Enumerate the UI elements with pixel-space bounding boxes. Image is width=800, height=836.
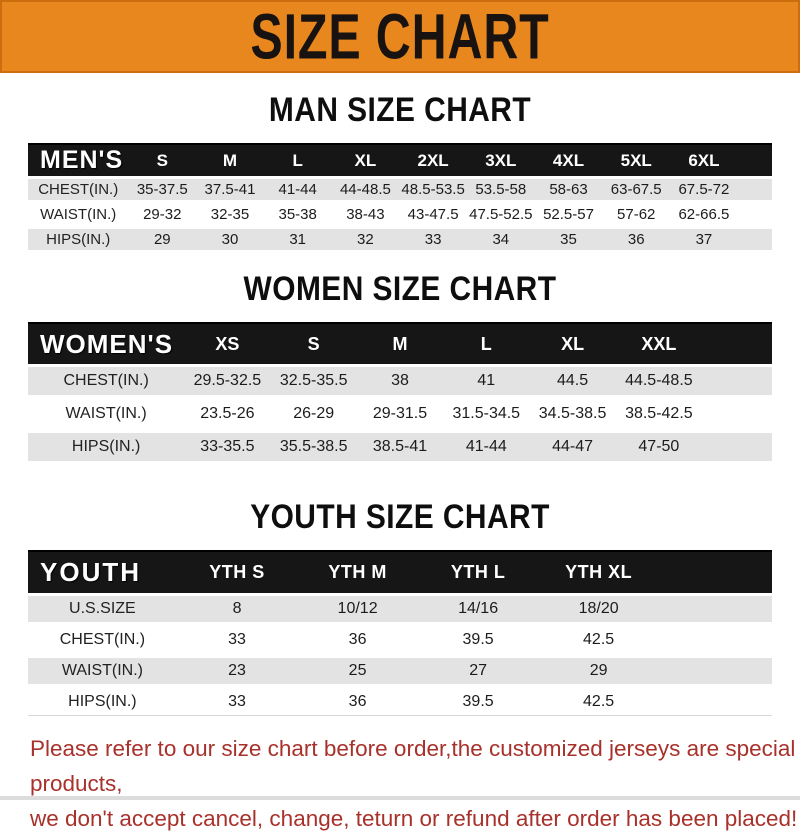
- size-value-cell: 33: [177, 687, 298, 716]
- size-value-cell: 41-44: [264, 178, 332, 203]
- size-value-cell: 32.5-35.5: [271, 366, 357, 398]
- filler-cell: [702, 366, 772, 398]
- size-section-men: [0, 91, 800, 254]
- size-value-cell: 52.5-57: [535, 202, 603, 227]
- column-header: XXL: [616, 323, 702, 366]
- size-value-cell: 23.5-26: [184, 398, 270, 431]
- size-value-cell: 33: [399, 227, 467, 252]
- size-chart-banner: [0, 0, 800, 73]
- column-header: YTH S: [177, 551, 298, 595]
- size-value-cell: 36: [602, 227, 670, 252]
- size-value-cell: 35-38: [264, 202, 332, 227]
- table-row: [28, 366, 772, 398]
- table-title-cell: YOUTH: [28, 551, 177, 595]
- footer-note-line2: we don't accept cancel, change, teturn or refund after order has been placed!: [30, 806, 798, 831]
- column-header: S: [128, 144, 196, 178]
- size-value-cell: 8: [177, 595, 298, 625]
- filler-cell: [659, 656, 772, 687]
- table-title-cell: MEN'S: [28, 144, 128, 178]
- size-table-youth: [28, 550, 772, 716]
- table-row: [28, 656, 772, 687]
- size-value-cell: 29.5-32.5: [184, 366, 270, 398]
- size-value-cell: 38.5-42.5: [616, 398, 702, 431]
- size-value-cell: 33-35.5: [184, 431, 270, 464]
- section-heading-women: WOMEN SIZE CHART: [243, 270, 557, 308]
- table-row: [28, 178, 772, 203]
- table-title-cell: WOMEN'S: [28, 323, 184, 366]
- section-heading-men: MAN SIZE CHART: [268, 91, 532, 129]
- size-value-cell: 25: [297, 656, 418, 687]
- filler-cell: [738, 144, 772, 178]
- table-row: [28, 398, 772, 431]
- filler-cell: [738, 178, 772, 203]
- row-label: WAIST(IN.): [28, 202, 128, 227]
- size-value-cell: 29: [538, 656, 659, 687]
- size-value-cell: 27: [418, 656, 539, 687]
- filler-cell: [702, 323, 772, 366]
- size-value-cell: 29-32: [128, 202, 196, 227]
- column-header: L: [443, 323, 529, 366]
- table-row: [28, 431, 772, 464]
- column-header: 4XL: [535, 144, 603, 178]
- size-value-cell: 53.5-58: [467, 178, 535, 203]
- size-value-cell: 37.5-41: [196, 178, 264, 203]
- table-row: [28, 687, 772, 716]
- row-label: HIPS(IN.): [28, 687, 177, 716]
- size-value-cell: 62-66.5: [670, 202, 738, 227]
- section-heading-youth: YOUTH SIZE CHART: [250, 498, 550, 536]
- filler-cell: [702, 398, 772, 431]
- size-value-cell: 34: [467, 227, 535, 252]
- size-value-cell: 42.5: [538, 625, 659, 656]
- size-value-cell: 29: [128, 227, 196, 252]
- row-label: HIPS(IN.): [28, 431, 184, 464]
- filler-cell: [738, 227, 772, 252]
- row-label: CHEST(IN.): [28, 625, 177, 656]
- footer-note-line1: Please refer to our size chart before order,the customized jerseys are special products,: [30, 736, 796, 796]
- size-value-cell: 36: [297, 687, 418, 716]
- size-value-cell: 18/20: [538, 595, 659, 625]
- table-header-row: [28, 323, 772, 366]
- row-label: WAIST(IN.): [28, 656, 177, 687]
- size-value-cell: 38.5-41: [357, 431, 443, 464]
- row-label: CHEST(IN.): [28, 366, 184, 398]
- table-row: [28, 595, 772, 625]
- size-value-cell: 44.5: [529, 366, 615, 398]
- size-value-cell: 47.5-52.5: [467, 202, 535, 227]
- filler-cell: [659, 625, 772, 656]
- size-value-cell: 42.5: [538, 687, 659, 716]
- size-value-cell: 44-48.5: [332, 178, 400, 203]
- size-value-cell: 35: [535, 227, 603, 252]
- image-bottom-edge: [0, 796, 800, 800]
- size-value-cell: 43-47.5: [399, 202, 467, 227]
- column-header: XL: [529, 323, 615, 366]
- column-header: L: [264, 144, 332, 178]
- row-label: HIPS(IN.): [28, 227, 128, 252]
- table-row: [28, 625, 772, 656]
- table-header-row: [28, 144, 772, 178]
- column-header: 6XL: [670, 144, 738, 178]
- size-value-cell: 14/16: [418, 595, 539, 625]
- column-header: S: [271, 323, 357, 366]
- size-value-cell: 30: [196, 227, 264, 252]
- column-header: XS: [184, 323, 270, 366]
- column-header: M: [196, 144, 264, 178]
- filler-cell: [659, 595, 772, 625]
- size-value-cell: 23: [177, 656, 298, 687]
- size-value-cell: 44.5-48.5: [616, 366, 702, 398]
- size-value-cell: 32-35: [196, 202, 264, 227]
- size-value-cell: 34.5-38.5: [529, 398, 615, 431]
- column-header: 5XL: [602, 144, 670, 178]
- size-value-cell: 67.5-72: [670, 178, 738, 203]
- filler-cell: [738, 202, 772, 227]
- size-value-cell: 41-44: [443, 431, 529, 464]
- table-row: [28, 202, 772, 227]
- size-value-cell: 41: [443, 366, 529, 398]
- size-value-cell: 63-67.5: [602, 178, 670, 203]
- size-value-cell: 48.5-53.5: [399, 178, 467, 203]
- table-header-row: [28, 551, 772, 595]
- row-label: CHEST(IN.): [28, 178, 128, 203]
- size-value-cell: 35-37.5: [128, 178, 196, 203]
- column-header: M: [357, 323, 443, 366]
- size-value-cell: 38-43: [332, 202, 400, 227]
- size-value-cell: 35.5-38.5: [271, 431, 357, 464]
- column-header: YTH M: [297, 551, 418, 595]
- column-header: XL: [332, 144, 400, 178]
- column-header: 2XL: [399, 144, 467, 178]
- filler-cell: [659, 687, 772, 716]
- table-row: [28, 227, 772, 252]
- chart-sections: [0, 91, 800, 716]
- row-label: WAIST(IN.): [28, 398, 184, 431]
- size-value-cell: 47-50: [616, 431, 702, 464]
- size-value-cell: 44-47: [529, 431, 615, 464]
- filler-cell: [659, 551, 772, 595]
- column-header: 3XL: [467, 144, 535, 178]
- size-value-cell: 57-62: [602, 202, 670, 227]
- size-table-women: [28, 322, 772, 466]
- size-value-cell: 38: [357, 366, 443, 398]
- size-value-cell: 10/12: [297, 595, 418, 625]
- size-value-cell: 31.5-34.5: [443, 398, 529, 431]
- column-header: YTH L: [418, 551, 539, 595]
- footer-note: [30, 731, 800, 836]
- size-section-youth: [0, 498, 800, 716]
- size-value-cell: 29-31.5: [357, 398, 443, 431]
- size-value-cell: 58-63: [535, 178, 603, 203]
- size-value-cell: 31: [264, 227, 332, 252]
- size-section-women: [0, 270, 800, 466]
- size-value-cell: 32: [332, 227, 400, 252]
- size-value-cell: 33: [177, 625, 298, 656]
- row-label: U.S.SIZE: [28, 595, 177, 625]
- size-value-cell: 26-29: [271, 398, 357, 431]
- filler-cell: [702, 431, 772, 464]
- size-value-cell: 37: [670, 227, 738, 252]
- banner-title: SIZE CHART: [250, 0, 550, 73]
- size-value-cell: 39.5: [418, 625, 539, 656]
- size-value-cell: 36: [297, 625, 418, 656]
- column-header: YTH XL: [538, 551, 659, 595]
- size-value-cell: 39.5: [418, 687, 539, 716]
- size-table-men: [28, 143, 772, 254]
